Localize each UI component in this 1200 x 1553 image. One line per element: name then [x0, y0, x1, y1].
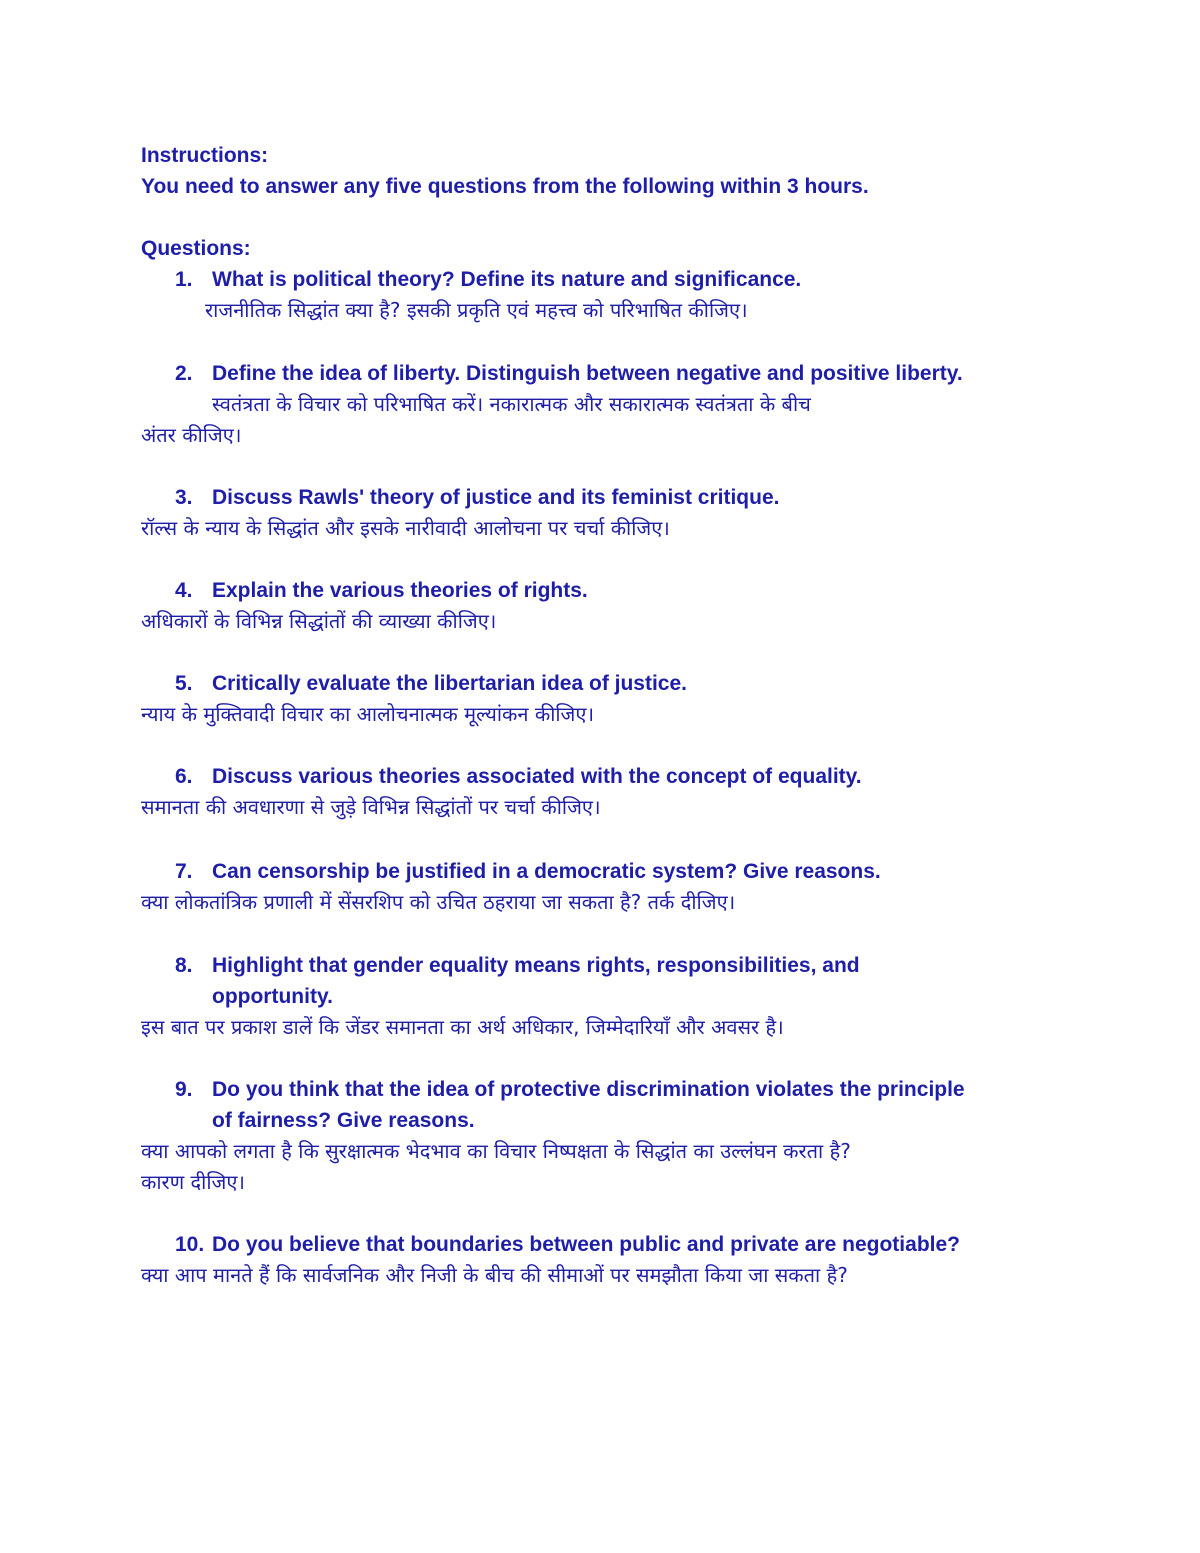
question-hindi-line: स्वतंत्रता के विचार को परिभाषित करें। नकारात्मक और सकारात्मक स्वतंत्रता के बीच [212, 392, 811, 416]
question-number: 6. [175, 765, 193, 788]
instructions-text: You need to answer any five questions from the following within 3 hours. [141, 175, 869, 198]
question-english-line: Do you think that the idea of protective discrimination violates the principle [212, 1078, 965, 1101]
question-hindi-line: अंतर कीजिए। [141, 423, 242, 447]
question-english-line: Can censorship be justified in a democratic system? Give reasons. [212, 860, 881, 883]
question-hindi-line: इस बात पर प्रकाश डालें कि जेंडर समानता का अर्थ अधिकार, जिम्मेदारियाँ और अवसर है। [141, 1015, 784, 1039]
question-english-line: Discuss various theories associated with the concept of equality. [212, 765, 862, 788]
question-hindi-line: क्या आपको लगता है कि सुरक्षात्मक भेदभाव का विचार निष्पक्षता के सिद्धांत का उल्लंघन करता है? [141, 1139, 851, 1163]
question-number: 2. [175, 362, 193, 385]
question-number: 3. [175, 486, 193, 509]
question-number: 10. [175, 1233, 205, 1256]
question-english-line: opportunity. [212, 985, 333, 1008]
question-hindi-line: राजनीतिक सिद्धांत क्या है? इसकी प्रकृति एवं महत्त्व को परिभाषित कीजिए। [205, 298, 748, 322]
question-english-line: Highlight that gender equality means rights, responsibilities, and [212, 954, 860, 977]
question-hindi-line: क्या आप मानते हैं कि सार्वजनिक और निजी के बीच की सीमाओं पर समझौता किया जा सकता है? [141, 1263, 848, 1287]
questions-heading: Questions: [141, 237, 251, 260]
question-number: 5. [175, 672, 193, 695]
question-hindi-line: रॉल्स के न्याय के सिद्धांत और इसके नारीवादी आलोचना पर चर्चा कीजिए। [141, 516, 670, 540]
question-number: 7. [175, 860, 193, 883]
question-english-line: Do you believe that boundaries between public and private are negotiable? [212, 1233, 960, 1256]
question-hindi-line: समानता की अवधारणा से जुड़े विभिन्न सिद्धांतों पर चर्चा कीजिए। [141, 795, 601, 819]
question-english-line: Discuss Rawls' theory of justice and its feminist critique. [212, 486, 780, 509]
question-number: 8. [175, 954, 193, 977]
question-number: 4. [175, 579, 193, 602]
question-hindi-line: कारण दीजिए। [141, 1170, 245, 1194]
question-number: 1. [175, 268, 193, 291]
instructions-heading: Instructions: [141, 144, 269, 167]
question-number: 9. [175, 1078, 193, 1101]
question-english-line: What is political theory? Define its nature and significance. [212, 268, 802, 291]
question-english-line: of fairness? Give reasons. [212, 1109, 475, 1132]
question-hindi-line: क्या लोकतांत्रिक प्रणाली में सेंसरशिप को उचित ठहराया जा सकता है? तर्क दीजिए। [141, 890, 736, 914]
question-hindi-line: अधिकारों के विभिन्न सिद्धांतों की व्याख्या कीजिए। [141, 609, 497, 633]
question-english-line: Critically evaluate the libertarian idea of justice. [212, 672, 688, 695]
question-english-line: Define the idea of liberty. Distinguish between negative and positive liberty. [212, 362, 963, 385]
question-english-line: Explain the various theories of rights. [212, 579, 588, 602]
question-hindi-line: न्याय के मुक्तिवादी विचार का आलोचनात्मक मूल्यांकन कीजिए। [141, 702, 595, 726]
